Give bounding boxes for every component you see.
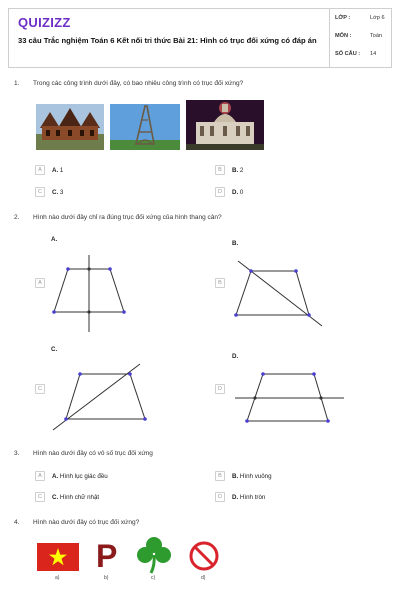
worksheet-header bbox=[8, 8, 392, 68]
image-caption: b) bbox=[104, 575, 109, 581]
answer-option[interactable] bbox=[215, 471, 375, 483]
option-key: C. bbox=[52, 493, 59, 501]
figure-label: A. bbox=[51, 236, 58, 243]
option-letter-box: B bbox=[215, 278, 225, 288]
meta-key: LỚP : bbox=[335, 15, 351, 21]
figure-label: C. bbox=[51, 346, 58, 353]
answer-option[interactable] bbox=[35, 492, 195, 504]
option-letter-box: C bbox=[35, 384, 45, 394]
option-text: 3 bbox=[59, 188, 64, 196]
meta-row-class bbox=[330, 9, 393, 27]
answer-option[interactable] bbox=[215, 384, 227, 396]
option-letter-box: D bbox=[215, 492, 225, 502]
option-key: C. bbox=[52, 188, 59, 196]
option-key: B. bbox=[232, 472, 239, 480]
building-photo-3 bbox=[186, 100, 264, 150]
answer-option[interactable] bbox=[215, 187, 375, 199]
answer-option[interactable] bbox=[35, 165, 195, 177]
meta-value: Toán bbox=[370, 33, 383, 39]
option-key: D. bbox=[232, 188, 239, 196]
quizizz-logo: QUIZIZZ bbox=[18, 15, 71, 30]
option-letter-box: B bbox=[215, 165, 225, 175]
meta-key: SỐ CÂU : bbox=[335, 51, 361, 57]
option-key: A. bbox=[52, 166, 59, 174]
option-text: 1 bbox=[59, 166, 64, 174]
image-caption: c) bbox=[151, 575, 156, 581]
answer-option[interactable] bbox=[35, 384, 195, 396]
meta-row-count bbox=[330, 45, 393, 63]
meta-row-subject bbox=[330, 27, 393, 45]
trapezoid-figure-c bbox=[50, 362, 150, 432]
building-photo-2 bbox=[110, 104, 180, 150]
no-sign-icon bbox=[188, 540, 220, 572]
question-text: Hình nào dưới đây có vô số trục đối xứng bbox=[33, 450, 153, 457]
vietnam-flag-icon bbox=[37, 543, 79, 571]
answer-option[interactable] bbox=[215, 165, 375, 177]
question-number: 2. bbox=[14, 214, 20, 221]
question-number: 3. bbox=[14, 450, 20, 457]
document-title: 33 câu Trắc nghiệm Toán 6 Kết nối tri thức Bài 21: Hình có trục đối xứng có đáp án bbox=[18, 36, 317, 45]
answer-option[interactable] bbox=[35, 278, 195, 290]
image-caption: a) bbox=[55, 575, 60, 581]
answer-option[interactable] bbox=[35, 187, 195, 199]
image-caption: d) bbox=[201, 575, 206, 581]
option-letter-box: A bbox=[35, 278, 45, 288]
figure-label: D. bbox=[232, 353, 239, 360]
trapezoid-figure-b bbox=[230, 256, 330, 330]
meta-key: MÔN : bbox=[335, 33, 352, 39]
answer-option[interactable] bbox=[215, 492, 375, 504]
trapezoid-figure-a bbox=[50, 252, 140, 334]
meta-value: 14 bbox=[370, 51, 377, 57]
question-text: Hình nào dưới đây chỉ ra đúng trục đối xứng của hình thang cân? bbox=[33, 214, 222, 221]
option-letter-box: D bbox=[215, 384, 225, 394]
option-text: Hình vuông bbox=[239, 472, 272, 480]
option-letter-box: C bbox=[35, 492, 45, 502]
letter-p-icon: P bbox=[96, 538, 118, 574]
option-text: Hình lục giác đều bbox=[59, 472, 108, 480]
option-letter-box: A bbox=[35, 471, 45, 481]
question-text: Trong các công trình dưới đây, có bao nhiêu công trình có trục đối xứng? bbox=[33, 80, 244, 87]
option-letter-box: A bbox=[35, 165, 45, 175]
question-number: 4. bbox=[14, 519, 20, 526]
building-photo-1 bbox=[36, 104, 104, 150]
option-text: 0 bbox=[239, 188, 244, 196]
option-letter-box: C bbox=[35, 187, 45, 197]
answer-option[interactable] bbox=[35, 471, 195, 483]
question-text: Hình nào dưới đây có trục đối xứng? bbox=[33, 519, 140, 526]
option-key: B. bbox=[232, 166, 239, 174]
question-number: 1. bbox=[14, 80, 20, 87]
meta-info-panel bbox=[329, 9, 392, 67]
shamrock-icon bbox=[136, 535, 172, 575]
figure-label: B. bbox=[232, 240, 239, 247]
option-letter-box: B bbox=[215, 471, 225, 481]
option-text: Hình tròn bbox=[239, 493, 266, 501]
option-text: 2 bbox=[239, 166, 244, 174]
option-key: A. bbox=[52, 472, 59, 480]
meta-value: Lớp 6 bbox=[370, 15, 385, 21]
answer-option[interactable] bbox=[215, 278, 227, 290]
option-letter-box: D bbox=[215, 187, 225, 197]
option-key: D. bbox=[232, 493, 239, 501]
trapezoid-figure-d bbox=[232, 366, 346, 426]
option-text: Hình chữ nhật bbox=[59, 493, 100, 501]
